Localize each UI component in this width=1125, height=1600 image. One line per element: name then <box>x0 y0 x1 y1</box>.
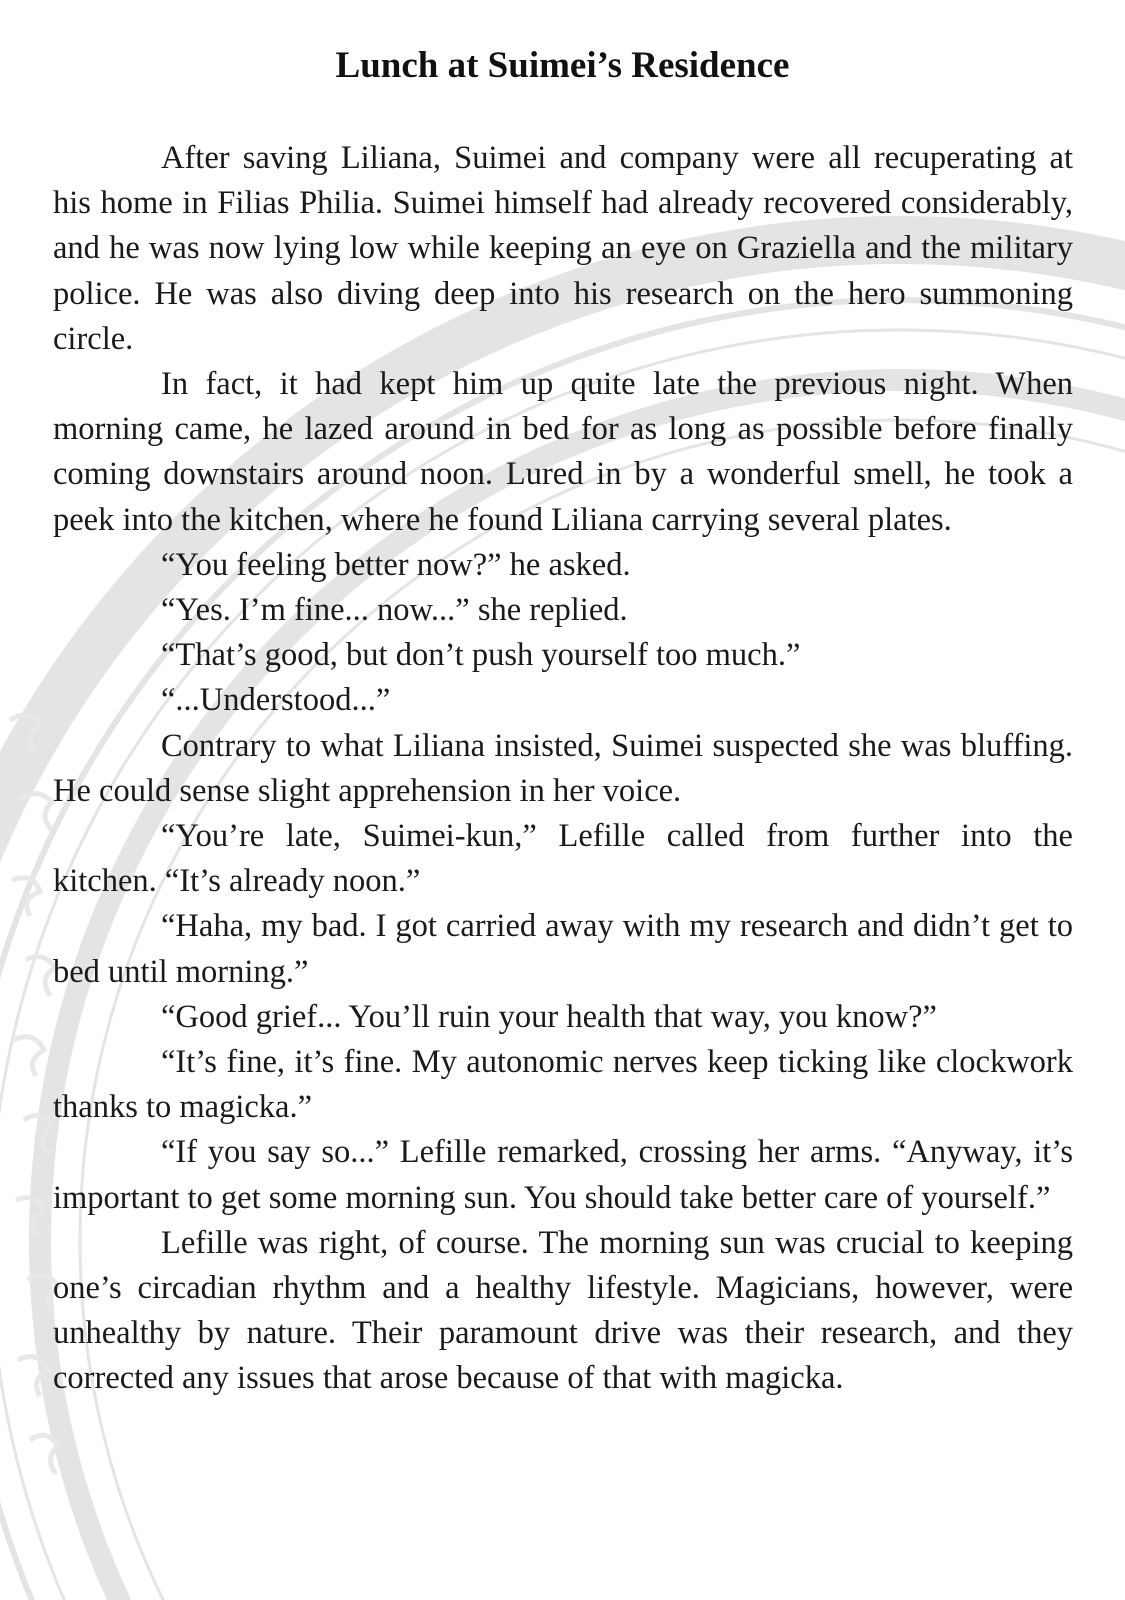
chapter-title: Lunch at Suimei’s Residence <box>335 45 790 86</box>
paragraph-12: “If you say so...” Lefille remarked, crossing her arms. “Anyway, it’s important to get some morning sun. You should take better care of yourself.” <box>53 1134 1073 1216</box>
paragraph-1: After saving Liliana, Suimei and company were all recuperating at his home in Filias Philia. Suimei himself had already recovered considerably, and he was now lying low while keeping an eye on Graziella and the military police. He was also diving deep into his research on the hero summoning circle. <box>53 140 1073 357</box>
chapter-body <box>53 136 1073 1402</box>
paragraph-11: “It’s fine, it’s fine. My autonomic nerves keep ticking like clockwork thanks to magicka.” <box>53 1044 1073 1126</box>
paragraph-5: “That’s good, but don’t push yourself too much.” <box>161 637 801 674</box>
paragraph-9: “Haha, my bad. I got carried away with my research and didn’t get to bed until morning.” <box>53 908 1073 990</box>
paragraph-13: Lefille was right, of course. The morning sun was crucial to keeping one’s circadian rhythm and a healthy lifestyle. Magicians, however, were unhealthy by nature. Their paramount drive was their research, and they corrected any issues that arose because of that with magicka. <box>53 1224 1073 1397</box>
paragraph-4: “Yes. I’m fine... now...” she replied. <box>161 592 628 629</box>
paragraph-10: “Good grief... You’ll ruin your health that way, you know?” <box>161 998 937 1035</box>
paragraph-3: “You feeling better now?” he asked. <box>161 546 631 583</box>
paragraph-2: In fact, it had kept him up quite late the previous night. When morning came, he lazed around in bed for as long as possible before finally coming downstairs around noon. Lured in by a wonderful smell, he took a peek into the kitchen, where he found Liliana carrying several plates. <box>53 366 1073 538</box>
paragraph-7: Contrary to what Liliana insisted, Suimei suspected she was bluffing. He could sense slight apprehension in her voice. <box>53 727 1073 809</box>
paragraph-8: “You’re late, Suimei-kun,” Lefille called from further into the kitchen. “It’s already noon.” <box>53 818 1073 900</box>
paragraph-6: “...Understood...” <box>161 682 391 719</box>
